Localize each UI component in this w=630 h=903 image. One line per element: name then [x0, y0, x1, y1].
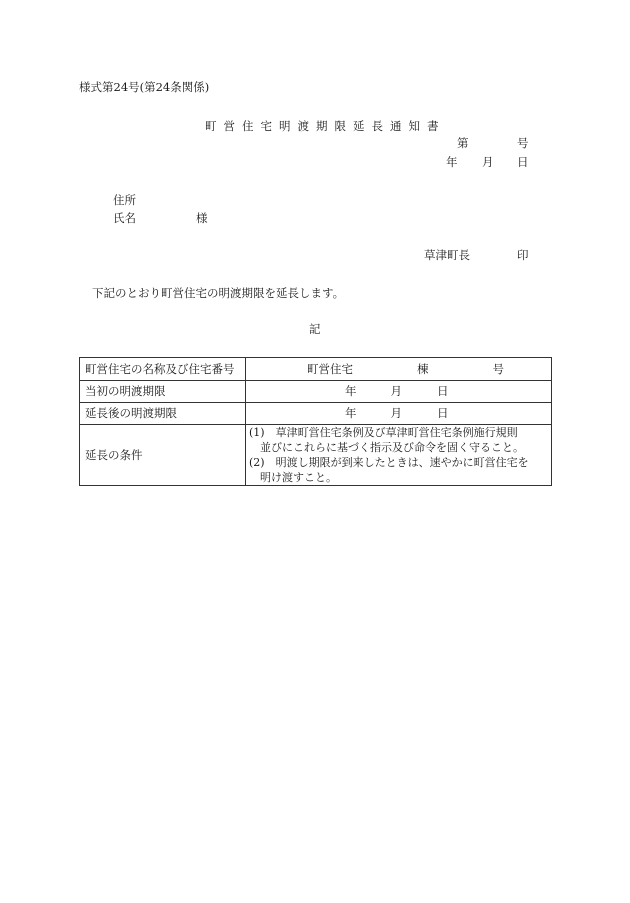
- day-label: 日: [437, 384, 449, 399]
- unit-label: 号: [492, 361, 504, 376]
- condition-line: (2) 明渡し期限が到来したときは、速やかに町営住宅を: [249, 456, 529, 469]
- month-label: 月: [390, 406, 402, 421]
- doc-number-suffix: 号: [517, 136, 529, 150]
- form-number: 様式第24号(第24条関係): [79, 80, 210, 94]
- honorific: 様: [196, 211, 208, 225]
- row-label: 当初の明渡期限: [80, 381, 246, 403]
- row-label: 町営住宅の名称及び住宅番号: [80, 358, 246, 381]
- row-label: 延長後の明渡期限: [80, 403, 246, 425]
- name-label: 氏名: [113, 211, 136, 225]
- body-text: 下記のとおり町営住宅の明渡期限を延長します。: [92, 286, 345, 300]
- housing-label: 町営住宅: [307, 361, 353, 376]
- table-row: [80, 381, 552, 403]
- day-label: 日: [437, 406, 449, 421]
- date-day: 日: [517, 155, 529, 169]
- info-table: [79, 357, 552, 486]
- row-value: [246, 381, 552, 403]
- building-label: 棟: [417, 361, 429, 376]
- year-label: 年: [345, 406, 357, 421]
- row-value: [246, 358, 552, 381]
- conditions-cell: [246, 425, 552, 486]
- row-value: [246, 403, 552, 425]
- table-row: [80, 425, 552, 486]
- condition-line: (1) 草津町営住宅条例及び草津町営住宅条例施行規則: [249, 426, 518, 439]
- month-label: 月: [390, 384, 402, 399]
- row-label: 延長の条件: [80, 425, 246, 486]
- date-year: 年: [446, 155, 458, 169]
- date-month: 月: [482, 155, 494, 169]
- seal-mark: 印: [517, 248, 529, 262]
- year-label: 年: [345, 384, 357, 399]
- ki-heading: 記: [309, 322, 321, 336]
- sender-title: 草津町長: [424, 248, 470, 262]
- table-row: [80, 403, 552, 425]
- address-label: 住所: [113, 193, 136, 207]
- table-row: [80, 358, 552, 381]
- condition-line: 並びにこれらに基づく指示及び命令を固く守ること。: [249, 441, 524, 454]
- doc-number-prefix: 第: [457, 136, 469, 150]
- condition-line: 明け渡すこと。: [249, 471, 337, 484]
- document-title: 町営住宅明渡期限延長通知書: [205, 119, 446, 133]
